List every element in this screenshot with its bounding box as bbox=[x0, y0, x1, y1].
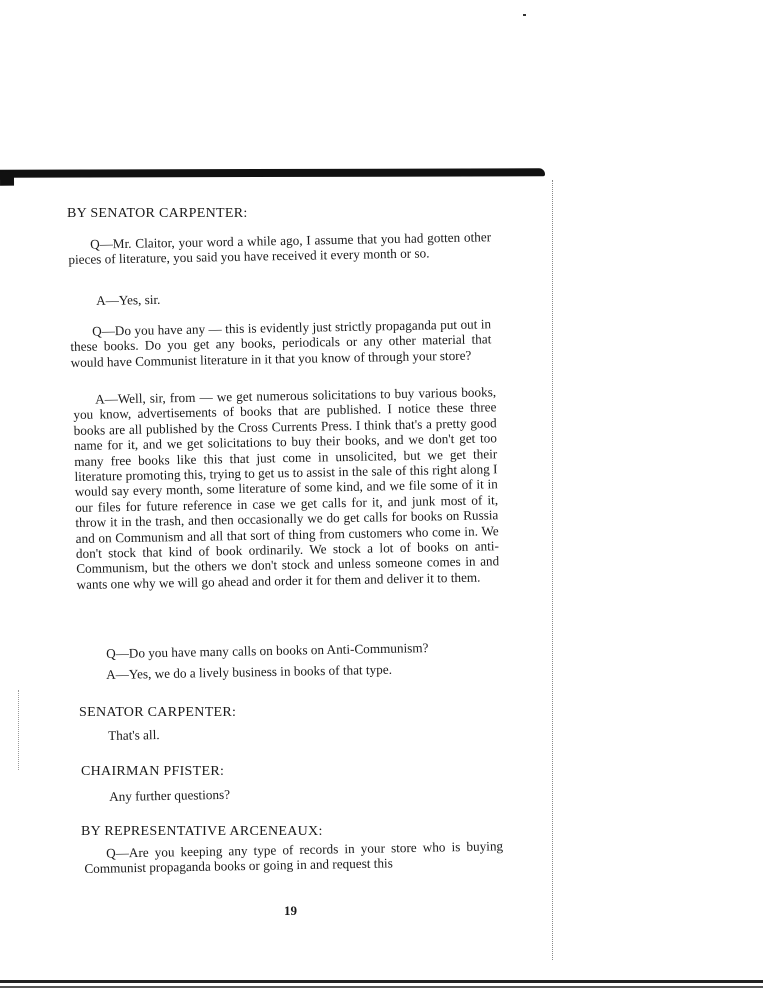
paragraph: Q—Do you have any — this is evidently just strictly propaganda put out in these books. Do you get any books, periodicals or any other material that would have Communist literature in it that you know of through your store? bbox=[70, 316, 492, 370]
paragraph: Q—Mr. Claitor, your word a while ago, I assume that you had gotten other pieces of literature, you said you have received it every month or so. bbox=[68, 229, 492, 268]
paragraph: A—Well, sir, from — we get numerous solicitations to buy various books, you know, advertisements of books that are published. I notice these three books are all published by the Cross Currents Press. I think that's a pretty good name for it, and we get solicitations to buy their books, and we don't get too many free books like this that just come in unsolicited, but we get their literature promoting this, trying to get us to assist in the sale of this right along I would say every month, some literature of some kind, and we file some of it in our files for future reference in case we get calls for it, and junk most of it, throw it in the trash, and then occasionally we do get calls for books on Russia and on Communism and all that sort of thing from customers who come in. We don't stock that kind of book ordinarily. We stock a lot of books on anti-Communism, but the others we don't stock and unless someone comes in and wants one why we will go ahead and order it for them and deliver it to them. bbox=[73, 384, 500, 592]
section-heading: BY REPRESENTATIVE ARCENEAUX: bbox=[81, 824, 323, 839]
paragraph: Q—Do you have many calls on books on Anti-Communism? bbox=[106, 640, 429, 661]
bottom-rule bbox=[0, 980, 763, 983]
ink-speck bbox=[523, 14, 526, 16]
page-number: 19 bbox=[284, 903, 297, 918]
paragraph: A—Yes, sir. bbox=[96, 291, 161, 308]
section-heading: SENATOR CARPENTER: bbox=[79, 705, 237, 720]
section-heading: CHAIRMAN PFISTER: bbox=[81, 764, 225, 779]
top-rule bbox=[0, 168, 545, 177]
paragraph: Q—Are you keeping any type of records in your store who is buying Communist propaganda books or going in and request this bbox=[84, 838, 504, 877]
scan-edge-right bbox=[552, 180, 554, 960]
paragraph: That's all. bbox=[108, 727, 160, 743]
paragraph: Any further questions? bbox=[109, 786, 231, 804]
paragraph: A—Yes, we do a lively business in books of that type. bbox=[106, 661, 393, 682]
section-heading: BY SENATOR CARPENTER: bbox=[67, 206, 248, 221]
scan-edge-left bbox=[18, 690, 20, 770]
bottom-rule bbox=[0, 986, 763, 988]
